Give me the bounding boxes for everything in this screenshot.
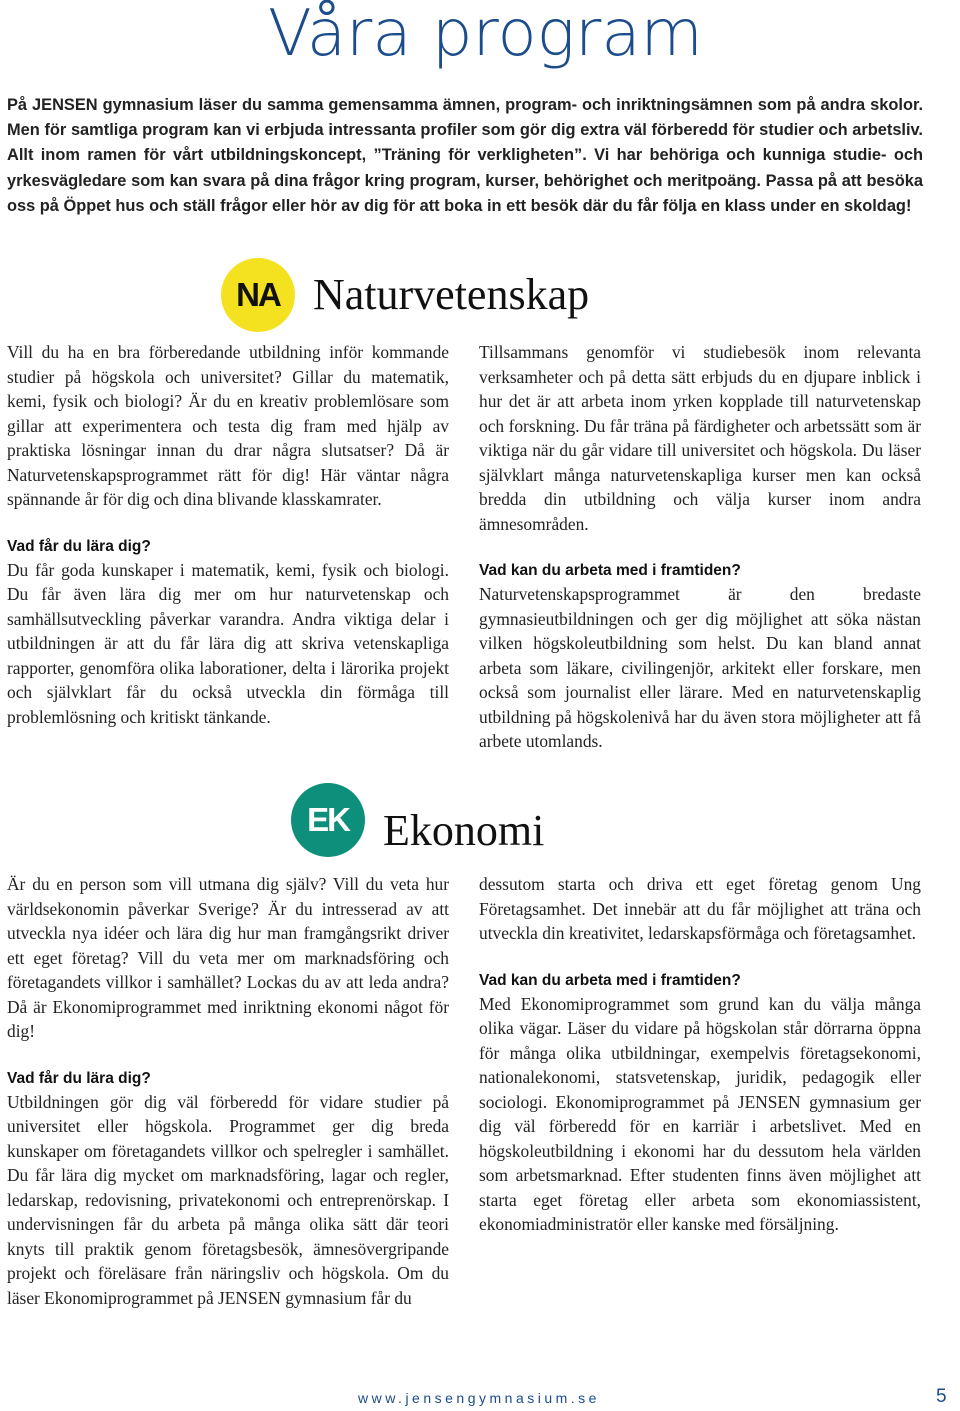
ek-program-header xyxy=(291,783,544,857)
ek-program-title: Ekonomi xyxy=(383,806,545,855)
ek-badge-icon: EK xyxy=(291,783,365,857)
ek-learn-text: Utbildningen gör dig väl förberedd för vidare studier på universitet eller högskola. Programmet ger dig breda kunskaper om företagandets villkor och spelregler i samhället. Du får lära dig mycket om marknadsföring, lagar och regler, ledarskap, redovisning, privatekonomi och entreprenörskap. I undervisningen får du arbeta på många olika sätt där teori knyts till praktik genom företagsbesök, ämnesövergripande projekt och föreläsare från näringsliv och högskola. Om du läser Ekonomiprogrammet på JENSEN gymnasium får du xyxy=(7,1091,449,1308)
ek-right-column xyxy=(479,872,921,1237)
na-career-text: Naturvetenskapsprogrammet är den bredaste gymnasieutbildningen och ger dig möjlighet att söka nästan vilken högskoleutbildning som helst. Du kan bland annat arbeta som läkare, civilingenjör, arkitekt eller forskare, men också som journalist eller lärare. Med en naturvetenskaplig utbildning på högskolenivå har du även stora möjligheter att få arbete utomlands. xyxy=(479,584,921,751)
ek-career-heading: Vad kan du arbeta med i framtiden? xyxy=(479,971,741,989)
na-career-heading: Vad kan du arbeta med i framtiden? xyxy=(479,562,741,579)
na-learn-heading: Vad får du lära dig? xyxy=(7,537,151,555)
na-left-column xyxy=(7,340,449,729)
ek-intro-text: Är du en person som vill utmana dig själv? Vill du veta hur världsekonomin påverkar Sverige? Är du intresserad av att utveckla nya idéer och lära dig hur man framgångsrikt driver ett eget företag? Vill du veta mer om marknadsföring och företagandets villkor i samhället? Lockas du av att leda andra? Då är Ekonomiprogrammet med inriktning ekonomi något för dig! xyxy=(7,874,449,1041)
ek-left-column xyxy=(7,872,449,1310)
na-right-column xyxy=(479,340,921,754)
na-program-header xyxy=(221,258,589,332)
page-title: Våra program xyxy=(268,0,703,71)
intro-text: På JENSEN gymnasium läser du samma gemensamma ämnen, program- och inriktningsämnen som på andra skolor. Men för samtliga program kan vi erbjuda intressanta profiler som gör dig extra väl förberedd för studier och arbetsliv. Allt inom ramen för vårt utbildningskoncept, xyxy=(7,96,923,165)
na-learn-text: Du får goda kunskaper i matematik, kemi, fysik och biologi. Du får även lära dig mer om hur naturvetenskap och samhällsutveckling påverkar varandra. Andra viktiga delar i utbildningen är att du får lära dig att skriva vetenskapliga rapporter, genomföra olika laborationer, delta i lärorika projekt och självklart får du också utveckla din förmåga till problemlösning och kritiskt tänkande. xyxy=(7,559,449,727)
na-badge-icon: NA xyxy=(221,258,295,332)
na-program-title: Naturvetenskap xyxy=(313,270,590,319)
intro-paragraph xyxy=(7,93,923,219)
intro-text-rest: . Vi har behöriga och kunniga studie- och yrkesvägledare som kan svara på dina frågor kring program, kurser, behörighet och meritpoäng. Passa på att besöka oss på Öppet hus och ställ frågor eller hör av dig för att boka in ett besök där du får följa en klass under en skoldag! xyxy=(7,146,923,215)
na-visits-text: Tillsammans genomför vi studiebesök inom relevanta verksamheter och på detta sätt erbjuds du en djupare inblick i hur det är att arbeta inom yrken kopplade till naturvetenskap och forskning. Du får träna på färdigheter och arbetssätt som är viktiga när du går vidare till universitet och högskola. Du läser självklart många naturvetenskapliga kurser men kan också bredda din utbildning och välja kurser inom andra ämnesområden. xyxy=(479,342,921,534)
intro-quote: ”Träning för verkligheten” xyxy=(373,146,583,165)
na-intro-text: Vill du ha en bra förberedande utbildning inför kommande studier på högskola och universitet? Gillar du matematik, kemi, fysik och biologi? Är du en kreativ problemlösare som gillar att experimentera och testa dig fram med hjälp av praktiska lösningar innan du drar några slutsatser? Då är Naturvetenskapsprogrammet rätt för dig! Här väntar några spännande år för dig och dina blivande klasskamrater. xyxy=(7,342,449,509)
page-number: 5 xyxy=(936,1386,947,1407)
footer-website-link[interactable]: www.jensengymnasium.se xyxy=(358,1390,600,1406)
ek-continued-text: dessutom starta och driva ett eget företag genom Ung Företagsamhet. Det innebär att du får möjlighet att träna och utveckla din kreativitet, ledarskapsförmåga och företagsamhet. xyxy=(479,874,921,943)
ek-learn-heading: Vad får du lära dig? xyxy=(7,1069,151,1087)
ek-career-text: Med Ekonomiprogrammet som grund kan du välja många olika vägar. Läser du vidare på högskolan står dörrarna öppna för många olika utbildningar, exempelvis företagsekonomi, nationalekonomi, statsvetenskap, juridik, pedagogik eller sociologi. Ekonomiprogrammet på JENSEN gymnasium ger dig väl förberedd för en karriär i arbetslivet. Med en högskoleutbildning i ekonomi har du dessutom hela världen som arbetsmarknad. Efter studenten finns även möjlighet att starta eget företag eller arbeta som ekonomiassistent, ekonomiadministratör eller kanske med försäljning. xyxy=(479,993,921,1234)
